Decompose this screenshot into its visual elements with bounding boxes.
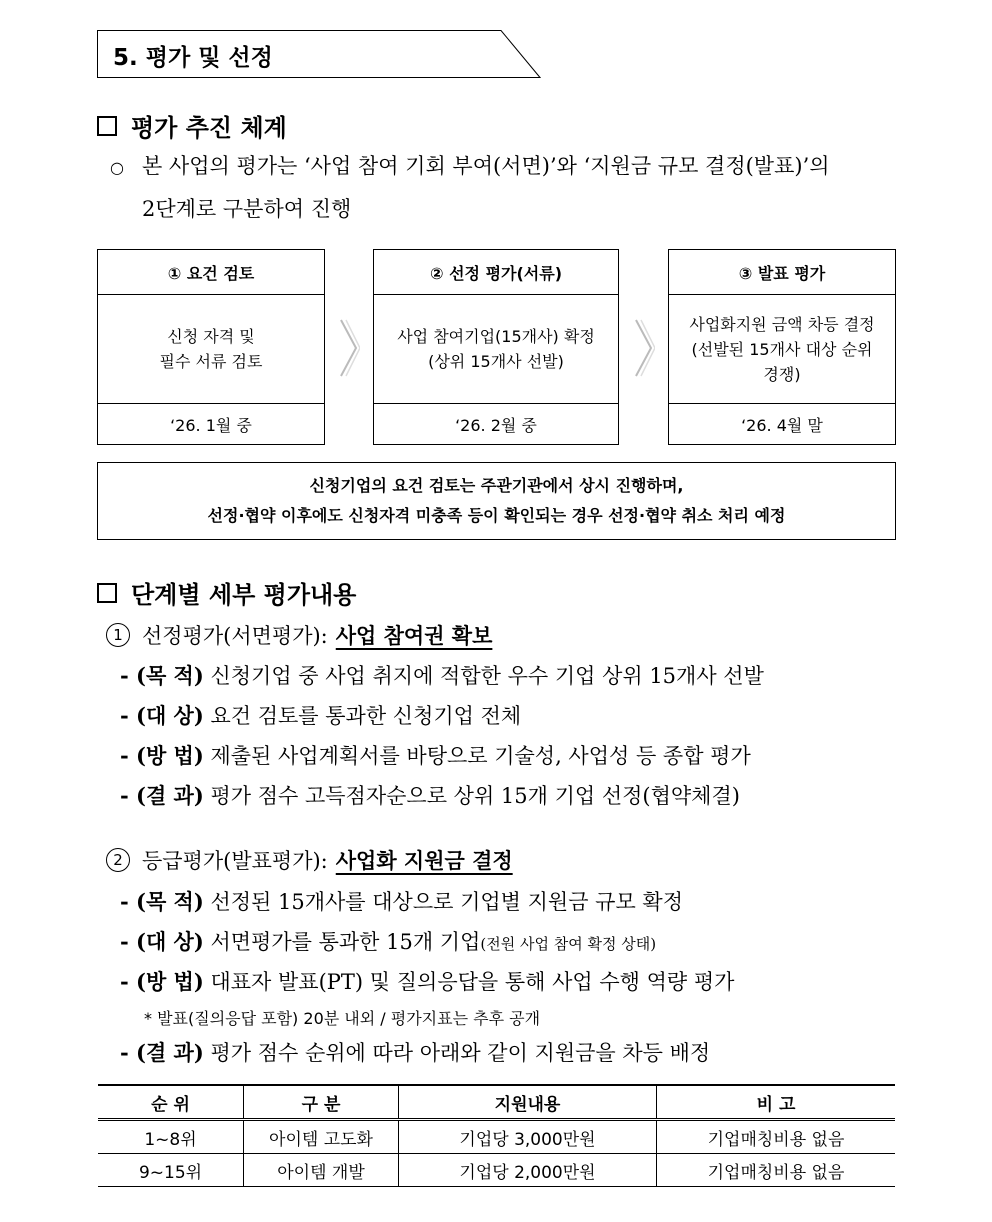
line-key: - (결 과) (120, 783, 204, 808)
cell-support: 기업당 3,000만원 (399, 1120, 657, 1154)
stage-date: ‘26. 2월 중 (455, 415, 537, 435)
circle-bullet-icon: ○ (110, 158, 124, 177)
line-key: - (목 적) (120, 889, 204, 914)
table-header-row (98, 1085, 895, 1120)
stage-body-line: 신청 자격 및 (167, 327, 255, 346)
line-key: - (방 법) (120, 743, 204, 768)
line-key: - (결 과) (120, 1040, 204, 1065)
cell-category: 아이템 개발 (244, 1154, 399, 1187)
stage-body-line: 사업 참여기업(15개사) 확정 (397, 327, 595, 346)
section-title-tab (97, 30, 541, 78)
stage-body-line: (선발된 15개사 대상 순위 (691, 339, 873, 359)
process-heading (97, 108, 287, 143)
description-line1: 본 사업의 평가는 ‘사업 참여 기회 부여(서면)’와 ‘지원금 규모 결정(발표)’의 (141, 154, 830, 178)
header-support: 지원내용 (399, 1085, 657, 1120)
line-key: - (목 적) (120, 663, 204, 688)
item1-line (120, 700, 521, 730)
cell-category: 아이템 고도화 (244, 1120, 399, 1154)
line-key: - (대 상) (120, 929, 204, 954)
item2-line (120, 966, 734, 996)
chevron-right-icon (338, 318, 360, 378)
stage-date: ‘26. 4월 말 (741, 415, 823, 435)
line-text: 평가 점수 고득점자순으로 상위 15개 기업 선정(협약체결) (210, 784, 740, 808)
cell-remarks: 기업매칭비용 없음 (657, 1120, 896, 1154)
stage-body (98, 295, 324, 404)
header-category: 구 분 (244, 1085, 399, 1120)
item2-line (120, 926, 656, 956)
cell-remarks: 기업매칭비용 없음 (657, 1154, 896, 1187)
cell-support: 기업당 2,000만원 (399, 1154, 657, 1187)
item2-line (120, 886, 683, 916)
square-bullet-icon (97, 116, 117, 136)
stage-body-line: 필수 서류 검토 (159, 352, 263, 371)
line-key: - (방 법) (120, 969, 204, 994)
item1-title (106, 620, 492, 650)
stage-box-1 (97, 249, 325, 445)
item2-line (120, 1037, 710, 1067)
process-heading-text: 평가 추진 체계 (131, 114, 287, 142)
line-key: - (대 상) (120, 703, 204, 728)
table-row (98, 1120, 895, 1154)
stage-body (374, 295, 618, 404)
item1-line (120, 740, 751, 770)
line-text: 대표자 발표(PT) 및 질의응답을 통해 사업 수행 역량 평가 (210, 970, 735, 994)
line-text: 신청기업 중 사업 취지에 적합한 우수 기업 상위 15개사 선발 (210, 664, 764, 688)
line-small-text: (전원 사업 참여 확정 상태) (480, 935, 657, 953)
header-rank: 순 위 (98, 1085, 244, 1120)
item2-label: 등급평가(발표평가): (142, 849, 328, 873)
line-text: 서면평가를 통과한 15개 기업 (210, 930, 481, 954)
line-text: 선정된 15개사를 대상으로 기업별 지원금 규모 확정 (210, 890, 683, 914)
details-heading-text: 단계별 세부 평가내용 (131, 581, 357, 609)
stage-title: ① 요건 검토 (98, 250, 324, 295)
cell-rank: 1~8위 (98, 1120, 244, 1154)
stage-body-line: (상위 15개사 선발) (428, 352, 564, 371)
chevron-right-icon (633, 318, 655, 378)
number-2-icon: 2 (106, 848, 130, 872)
stage-title: ② 선정 평가(서류) (374, 250, 618, 295)
process-description (110, 150, 910, 180)
stage-body-line: 경쟁) (763, 364, 801, 384)
stage-date: ‘26. 1월 중 (170, 415, 252, 435)
stage-title: ③ 발표 평가 (669, 250, 895, 295)
line-text: 제출된 사업계획서를 바탕으로 기술성, 사업성 등 종합 평가 (210, 744, 751, 768)
stage-body-line: 사업화지원 금액 차등 결정 (689, 314, 875, 334)
support-table (98, 1084, 895, 1187)
item1-line (120, 780, 740, 810)
header-remarks: 비 고 (657, 1085, 896, 1120)
stage-box-3 (668, 249, 896, 445)
table-row (98, 1154, 895, 1187)
notice-line2: 선정·협약 이후에도 신청자격 미충족 등이 확인되는 경우 선정·협약 취소 처리 예정 (207, 506, 786, 525)
item1-label: 선정평가(서면평가): (142, 624, 328, 648)
stage-box-2 (373, 249, 619, 445)
item2-note: * 발표(질의응답 포함) 20분 내외 / 평가지표는 추후 공개 (144, 1009, 541, 1028)
description-line2: 2단계로 구분하여 진행 (142, 197, 352, 221)
item2-title (106, 845, 513, 875)
section-title: 5. 평가 및 선정 (113, 45, 273, 71)
item1-highlight: 사업 참여권 확보 (335, 624, 493, 648)
notice-box (97, 462, 896, 540)
square-bullet-icon (97, 583, 117, 603)
line-text: 요건 검토를 통과한 신청기업 전체 (210, 704, 522, 728)
cell-rank: 9~15위 (98, 1154, 244, 1187)
notice-line1: 신청기업의 요건 검토는 주관기관에서 상시 진행하며, (309, 476, 684, 495)
stage-body (669, 295, 895, 404)
item2-highlight: 사업화 지원금 결정 (335, 849, 513, 873)
number-1-icon: 1 (106, 623, 130, 647)
line-text: 평가 점수 순위에 따라 아래와 같이 지원금을 차등 배정 (210, 1041, 711, 1065)
item1-line (120, 660, 764, 690)
details-heading (97, 575, 356, 610)
